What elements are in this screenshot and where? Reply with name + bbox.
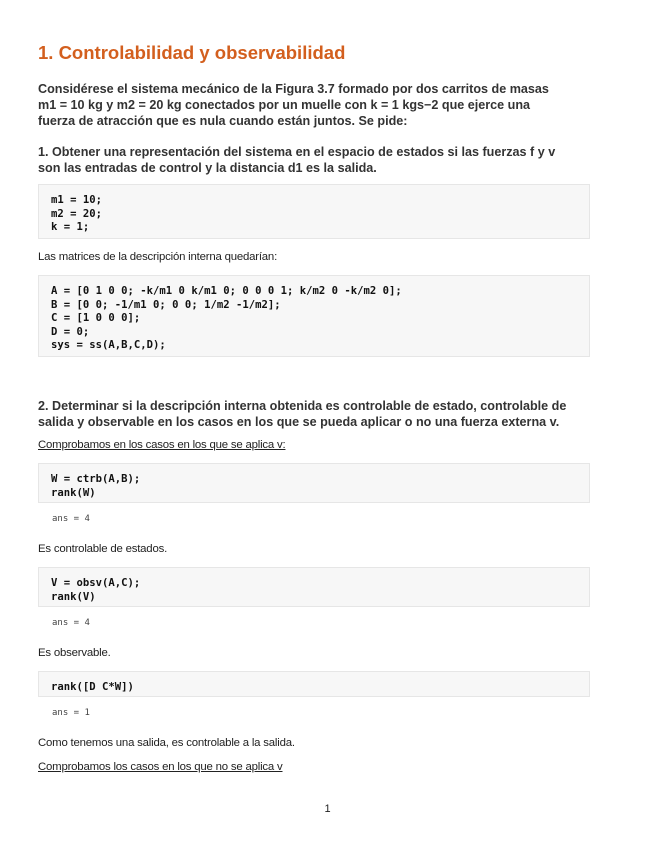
question-2-line: salida y observable en los casos en los que se pueda aplicar o no una fuerza externa v. xyxy=(38,415,560,429)
salida-text: Como tenemos una salida, es controlable a la salida. xyxy=(38,737,295,749)
code-line: B = [0 0; -1/m1 0; 0 0; 1/m2 -1/m2]; xyxy=(51,298,281,311)
controlable-text: Es controlable de estados. xyxy=(38,543,168,555)
question-1-line: son las entradas de control y la distancia d1 es la salida. xyxy=(38,161,377,175)
code-line: rank([D C*W]) xyxy=(51,681,134,693)
case-v-heading: Comprobamos en los casos en los que se aplica v: xyxy=(38,439,286,451)
case-no-v-heading: Comprobamos los casos en los que no se aplica v xyxy=(38,761,283,773)
output-obsv: ans = 4 xyxy=(52,618,90,628)
question-2 xyxy=(38,398,566,430)
code-line: D = 0; xyxy=(51,325,90,338)
code-line: rank(V) xyxy=(51,590,96,603)
observable-text: Es observable. xyxy=(38,647,111,659)
code-line: m2 = 20; xyxy=(51,207,103,220)
code-line: A = [0 1 0 0; -k/m1 0 k/m1 0; 0 0 0 1; k/m2 0 -k/m2 0]; xyxy=(51,285,402,297)
code-line: rank(W) xyxy=(51,486,96,499)
code-block-ctrb xyxy=(38,463,590,503)
code-line: V = obsv(A,C); xyxy=(51,577,141,589)
intro-line: m1 = 10 kg y m2 = 20 kg conectados por un muelle con k = 1 kgs−2 que ejerce una xyxy=(38,98,531,112)
intro-line: fuerza de atracción que es nula cuando están juntos. Se pide: xyxy=(38,114,408,128)
output-rank: ans = 1 xyxy=(52,708,90,718)
code-line: W = ctrb(A,B); xyxy=(51,473,141,485)
question-1-line: 1. Obtener una representación del sistema en el espacio de estados si las fuerzas f y v xyxy=(38,145,556,159)
code-block-params xyxy=(38,184,590,239)
question-1 xyxy=(38,144,555,176)
code-line: m1 = 10; xyxy=(51,194,103,206)
code-block-obsv xyxy=(38,567,590,607)
page-number: 1 xyxy=(324,803,331,815)
code-block-rank xyxy=(38,671,590,697)
section-title: 1. Controlabilidad y observabilidad xyxy=(38,42,346,63)
code-line: C = [1 0 0 0]; xyxy=(51,312,141,324)
intro-paragraph xyxy=(38,81,549,129)
output-ctrb: ans = 4 xyxy=(52,514,90,524)
intro-line: Considérese el sistema mecánico de la Figura 3.7 formado por dos carritos de masas xyxy=(38,82,549,96)
code-line: k = 1; xyxy=(51,221,90,233)
code-block-matrices xyxy=(38,275,590,357)
matrices-text: Las matrices de la descripción interna quedarían: xyxy=(38,251,278,263)
code-line: sys = ss(A,B,C,D); xyxy=(51,339,166,351)
question-2-line: 2. Determinar si la descripción interna obtenida es controlable de estado, controlable de xyxy=(38,399,567,413)
